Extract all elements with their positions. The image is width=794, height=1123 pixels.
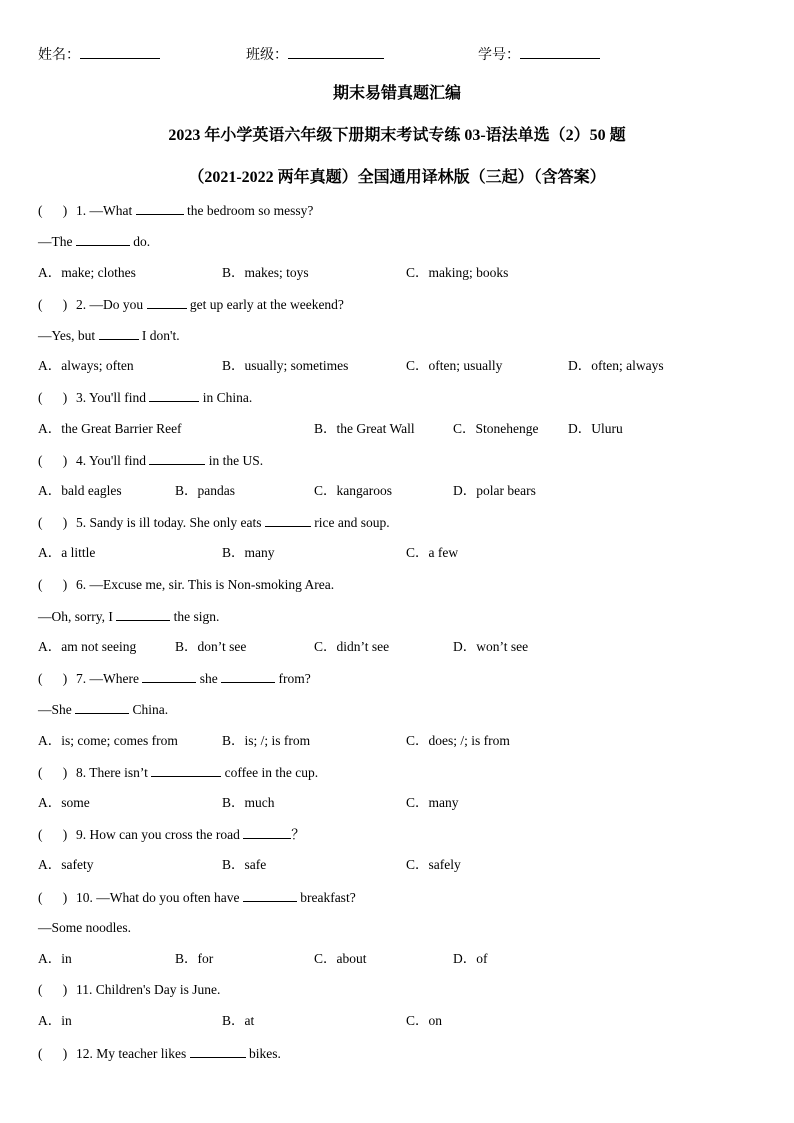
class-field: 班级： bbox=[246, 44, 384, 64]
question-11-stem: ( ) 11. Children's Day is June. bbox=[38, 982, 221, 997]
class-blank[interactable] bbox=[288, 44, 384, 59]
option-a[interactable]: A．bald eagles bbox=[38, 483, 122, 498]
fill-blank[interactable] bbox=[149, 388, 199, 402]
fill-blank[interactable] bbox=[136, 201, 184, 215]
title-line-3: （2021-2022 两年真题）全国通用译林版（三起）（含答案） bbox=[188, 169, 606, 186]
option-d[interactable]: D．of bbox=[453, 951, 488, 966]
option-a[interactable]: A．a little bbox=[38, 545, 96, 560]
answer-paren[interactable]: ( ) bbox=[38, 765, 68, 780]
question-2-stem: ( ) 2. —Do you get up early at the weekend? bbox=[38, 297, 344, 312]
question-1-stem: ( ) 1. —What the bedroom so messy? bbox=[38, 203, 314, 218]
question-8-stem: ( ) 8. There isn’t coffee in the cup. bbox=[38, 765, 319, 780]
question-6-stem: ( ) 6. —Excuse me, sir. This is Non-smoking Area. bbox=[38, 577, 335, 592]
fill-blank[interactable] bbox=[142, 669, 196, 683]
option-a[interactable]: A．some bbox=[38, 795, 90, 810]
question-10-reply: —Some noodles. bbox=[38, 920, 131, 935]
fill-blank[interactable] bbox=[190, 1044, 246, 1058]
option-c[interactable]: C．does; /; is from bbox=[406, 733, 510, 748]
option-c[interactable]: C．on bbox=[406, 1013, 443, 1028]
title-line-2: 2023 年小学英语六年级下册期末考试专练 03-语法单选（2）50 题 bbox=[168, 127, 626, 144]
option-d[interactable]: D．Uluru bbox=[568, 421, 623, 436]
option-a[interactable]: A．in bbox=[38, 1013, 72, 1028]
answer-paren[interactable]: ( ) bbox=[38, 515, 68, 530]
option-b[interactable]: B．usually; sometimes bbox=[222, 358, 349, 373]
question-1-reply: —The do. bbox=[38, 234, 151, 249]
option-b[interactable]: B．safe bbox=[222, 857, 267, 872]
option-c[interactable]: C．didn’t see bbox=[314, 639, 390, 654]
answer-paren[interactable]: ( ) bbox=[38, 890, 68, 905]
option-c[interactable]: C．often; usually bbox=[406, 358, 503, 373]
question-4-stem: ( ) 4. You'll find in the US. bbox=[38, 453, 264, 468]
option-b[interactable]: B．many bbox=[222, 545, 275, 560]
option-b[interactable]: B．don’t see bbox=[175, 639, 247, 654]
question-10-stem: ( ) 10. —What do you often have breakfast? bbox=[38, 890, 356, 905]
option-b[interactable]: B．much bbox=[222, 795, 275, 810]
option-b[interactable]: B．makes; toys bbox=[222, 265, 309, 280]
option-c[interactable]: C．Stonehenge bbox=[453, 421, 539, 436]
option-d[interactable]: D．often; always bbox=[568, 358, 664, 373]
option-a[interactable]: A．am not seeing bbox=[38, 639, 137, 654]
fill-blank[interactable] bbox=[99, 326, 139, 340]
option-c[interactable]: C．safely bbox=[406, 857, 461, 872]
fill-blank[interactable] bbox=[149, 451, 205, 465]
option-c[interactable]: C．kangaroos bbox=[314, 483, 392, 498]
option-d[interactable]: D．won’t see bbox=[453, 639, 529, 654]
answer-paren[interactable]: ( ) bbox=[38, 671, 68, 686]
question-9-stem: ( ) 9. How can you cross the road ？ bbox=[38, 827, 305, 842]
fill-blank[interactable] bbox=[265, 513, 311, 527]
option-c[interactable]: C．about bbox=[314, 951, 367, 966]
answer-paren[interactable]: ( ) bbox=[38, 827, 68, 842]
answer-paren[interactable]: ( ) bbox=[38, 297, 68, 312]
option-b[interactable]: B．the Great Wall bbox=[314, 421, 415, 436]
option-a[interactable]: A．is; come; comes from bbox=[38, 733, 178, 748]
title-line-1: 期末易错真题汇编 bbox=[332, 85, 461, 102]
answer-paren[interactable]: ( ) bbox=[38, 577, 68, 592]
question-7-reply: —She China. bbox=[38, 702, 169, 717]
answer-paren[interactable]: ( ) bbox=[38, 982, 68, 997]
fill-blank[interactable] bbox=[76, 232, 130, 246]
option-a[interactable]: A．always; often bbox=[38, 358, 134, 373]
question-2-reply: —Yes, but I don't. bbox=[38, 328, 180, 343]
question-6-reply: —Oh, sorry, I the sign. bbox=[38, 609, 220, 624]
option-b[interactable]: B．is; /; is from bbox=[222, 733, 311, 748]
fill-blank[interactable] bbox=[151, 763, 221, 777]
answer-paren[interactable]: ( ) bbox=[38, 390, 68, 405]
fill-blank[interactable] bbox=[75, 700, 129, 714]
question-5-stem: ( ) 5. Sandy is ill today. She only eats rice and soup. bbox=[38, 515, 390, 530]
question-12-stem: ( ) 12. My teacher likes bikes. bbox=[38, 1046, 281, 1061]
fill-blank[interactable] bbox=[147, 295, 187, 309]
question-3-stem: ( ) 3. You'll find in China. bbox=[38, 390, 253, 405]
option-a[interactable]: A．the Great Barrier Reef bbox=[38, 421, 182, 436]
fill-blank[interactable] bbox=[116, 607, 170, 621]
answer-paren[interactable]: ( ) bbox=[38, 453, 68, 468]
option-a[interactable]: A．safety bbox=[38, 857, 94, 872]
option-c[interactable]: C．a few bbox=[406, 545, 459, 560]
student-info-row bbox=[38, 44, 758, 64]
option-b[interactable]: B．pandas bbox=[175, 483, 235, 498]
option-a[interactable]: A．in bbox=[38, 951, 72, 966]
fill-blank[interactable] bbox=[221, 669, 275, 683]
question-7-stem: ( ) 7. —Where she from? bbox=[38, 671, 311, 686]
option-c[interactable]: C．making; books bbox=[406, 265, 509, 280]
name-field: 姓名： bbox=[38, 44, 160, 64]
option-c[interactable]: C．many bbox=[406, 795, 459, 810]
name-blank[interactable] bbox=[80, 44, 160, 59]
fill-blank[interactable] bbox=[243, 825, 291, 839]
answer-paren[interactable]: ( ) bbox=[38, 1046, 68, 1061]
option-b[interactable]: B．for bbox=[175, 951, 214, 966]
option-d[interactable]: D．polar bears bbox=[453, 483, 536, 498]
answer-paren[interactable]: ( ) bbox=[38, 203, 68, 218]
option-a[interactable]: A．make; clothes bbox=[38, 265, 136, 280]
option-b[interactable]: B．at bbox=[222, 1013, 255, 1028]
fill-blank[interactable] bbox=[243, 888, 297, 902]
student-id-field: 学号： bbox=[478, 44, 600, 64]
student-id-blank[interactable] bbox=[520, 44, 600, 59]
